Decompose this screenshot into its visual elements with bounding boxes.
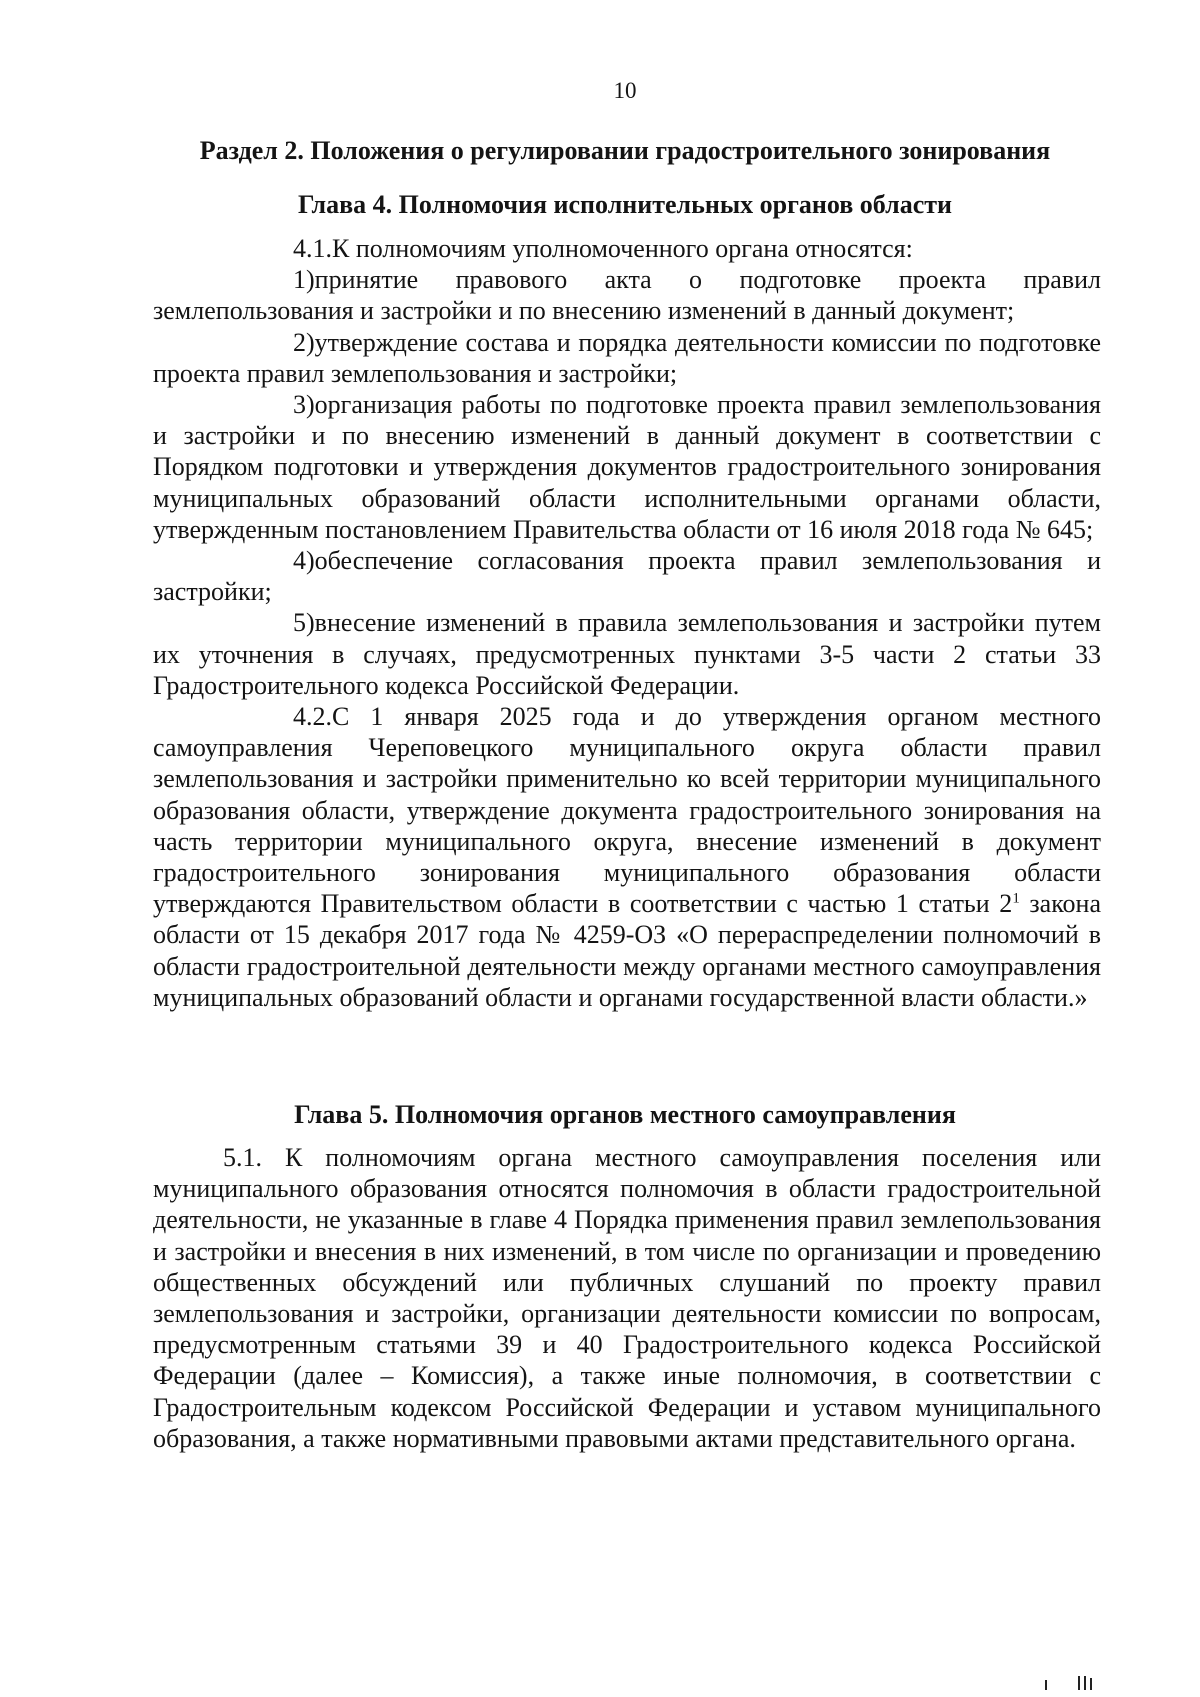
list-item-text: принятие правового акта о подготовке проекта правил землепользования и застройки и по внесению изменений в данный документ; [153, 265, 1101, 326]
paragraph-text-continued: закона области от 15 декабря 2017 года № 4259-ОЗ «О перераспределении полномочий в области градостроительной деятельности между органами местного самоуправления муниципальных образований области и органами государственной власти области.» [153, 889, 1101, 1012]
list-item-text: обеспечение согласования проекта правил землепользования и застройки; [153, 546, 1101, 607]
superscript-article-index: 1 [1012, 890, 1020, 907]
list-item [153, 389, 1101, 545]
paragraph-number: 4.2. [293, 702, 332, 732]
list-item-number: 1) [293, 265, 315, 295]
paragraph-4-1 [153, 233, 1101, 264]
scan-artifact [1084, 1676, 1086, 1690]
section-heading: Раздел 2. Положения о регулировании градостроительного зонирования [199, 136, 1051, 165]
scan-artifact [1090, 1678, 1092, 1690]
scan-artifact [1045, 1680, 1047, 1690]
chapter-5-body [153, 1142, 1101, 1454]
list-item-text: организация работы по подготовке проекта правил землепользования и застройки и по внесению изменений в данный документ в соответствии с Порядком подготовки и утверждения документов градостроительного зонирования муниципальных образований области исполнительными органами области, утвержденным постановлением Правительства области от 16 июля 2018 года № 645; [153, 390, 1101, 544]
paragraph-5-1 [153, 1142, 1101, 1454]
paragraph-text: К полномочиям органа местного самоуправления поселения или муниципального образования относятся полномочия в области градостроительной деятельности, не указанные в главе 4 Порядка применения правил землепользования и застройки и внесения в них изменений, в том числе по организации и проведению общественных обсуждений или публичных слушаний по проекту правил землепользования и застройки, организации деятельности комиссии по вопросам, предусмотренным статьями 39 и 40 Градостроительного кодекса Российской Федерации (далее – Комиссия), а также иные полномочия, в соответствии с Градостроительным кодексом Российской Федерации и уставом муниципального образования, а также нормативными правовыми актами представительного органа. [153, 1143, 1102, 1453]
list-item-number: 4) [293, 546, 315, 576]
chapter-4-heading: Глава 4. Полномочия исполнительных органов области [297, 190, 953, 219]
paragraph-text: С 1 января 2025 года и до утверждения органом местного самоуправления Череповецкого муниципального округа области правил землепользования и застройки применительно ко всей территории муниципального образования области, утверждение документа градостроительного зонирования на часть территории муниципального округа, внесение изменений в документ градостроительного зонирования муниципального образования области утверждаются Правительством области в соответствии с частью 1 статьи 2 [153, 702, 1101, 919]
paragraph-number: 4.1. [293, 234, 332, 263]
paragraph-number: 5.1. [223, 1143, 262, 1172]
chapter-5-heading: Глава 5. Полномочия органов местного самоуправления [294, 1100, 956, 1129]
scan-artifact [1078, 1676, 1080, 1690]
paragraph-4-2 [153, 701, 1101, 1013]
list-item-number: 2) [293, 327, 315, 357]
chapter-4-body [153, 233, 1101, 1013]
list-item-number: 3) [293, 390, 315, 420]
list-item [153, 607, 1101, 701]
list-item [153, 264, 1101, 326]
paragraph-text: К полномочиям уполномоченного органа относятся: [332, 234, 913, 263]
list-item-text: внесение изменений в правила землепользования и застройки путем их уточнения в случаях, предусмотренных пунктами 3-5 части 2 статьи 33 Градостроительного кодекса Российской Федерации. [153, 608, 1101, 700]
list-item-text: утверждение состава и порядка деятельности комиссии по подготовке проекта правил землепользования и застройки; [153, 327, 1101, 388]
list-item-number: 5) [293, 608, 315, 638]
list-item [153, 545, 1101, 607]
page-number: 10 [613, 78, 637, 103]
list-item [153, 327, 1101, 389]
